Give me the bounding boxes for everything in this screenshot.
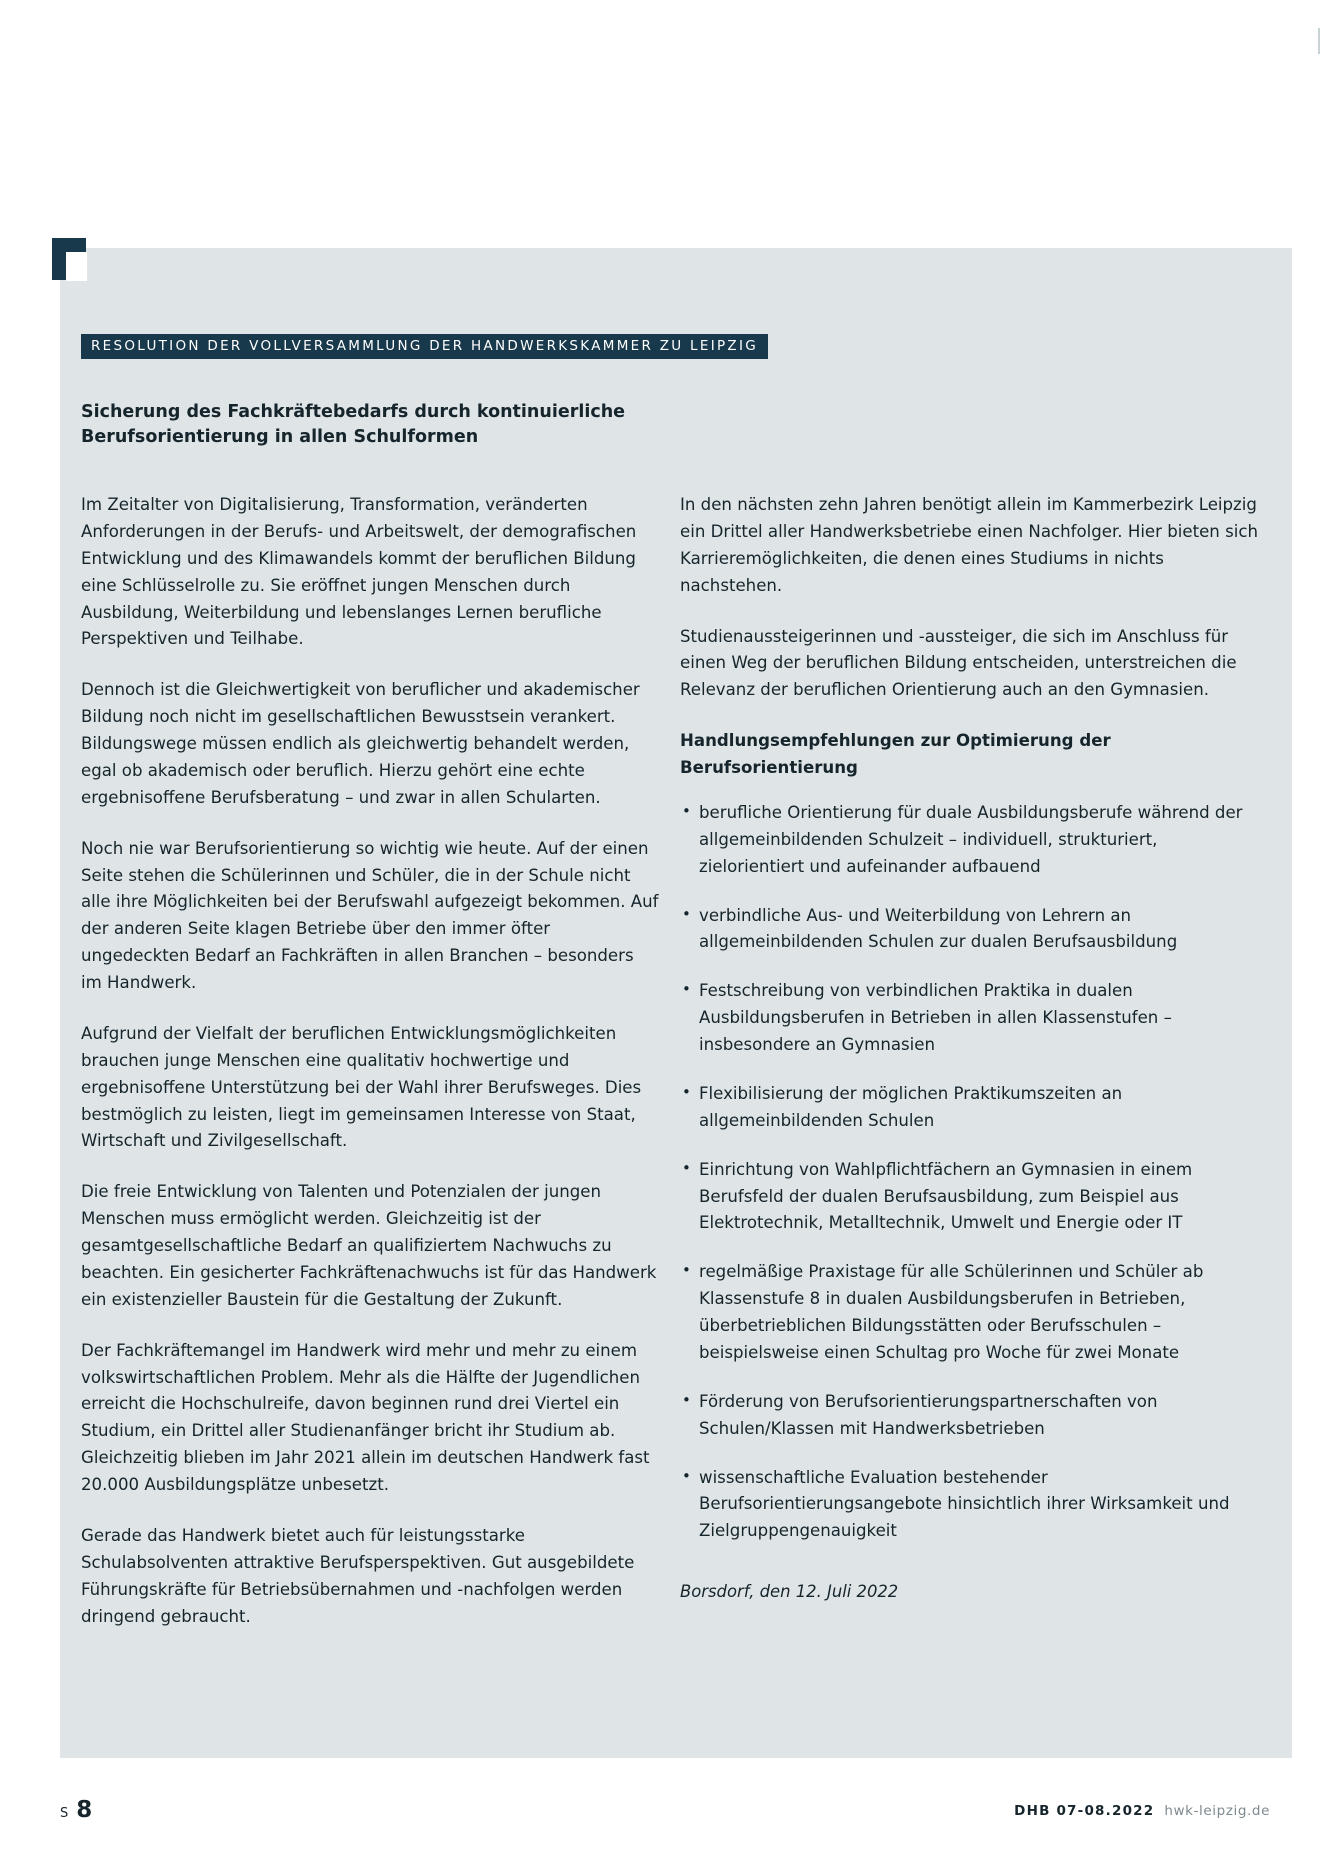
footer-meta — [1014, 1803, 1270, 1819]
footer-page-number: 8 — [76, 1797, 93, 1823]
footer-issue: DHB 07-08.2022 — [1014, 1803, 1155, 1819]
paragraph: Der Fachkräftemangel im Handwerk wird mehr und mehr zu einem volkswirtschaftlichen Problem. Mehr als die Hälfte der Jugendlichen erreicht die Hochschulreife, davon beginnen rund drei Viertel ein Studium, ein Drittel aller Studienanfänger bricht ihr Studium ab. Gleichzeitig blieben im Jahr 2021 allein im deutschen Handwerk fast 20.000 Ausbildungsplätze unbesetzt. — [81, 1340, 650, 1494]
recommendations-list — [680, 800, 1258, 1545]
footer-page-indicator — [60, 1797, 92, 1823]
paragraph: Die freie Entwicklung von Talenten und Potenzialen der jungen Menschen muss ermöglicht werden. Gleichzeitig ist der gesamtgesellschaftliche Bedarf an qualifiziertem Nachwuchs zu beachten. Ein gesicherter Fachkräftenachwuchs ist für das Handwerk ein existenzieller Baustein für die Gestaltung der Zukunft. — [81, 1182, 657, 1309]
paragraph: Gerade das Handwerk bietet auch für leistungsstarke Schulabsolventen attraktive Berufsperspektiven. Gut ausgebildete Führungskräfte für Betriebsübernahmen und -nachfolgen werden dringend gebraucht. — [81, 1525, 635, 1626]
right-text-column — [680, 492, 1258, 1606]
paragraph: Studienaussteigerinnen und -aussteiger, die sich im Anschluss für einen Weg der beruflichen Bildung entscheiden, unterstreichen die Relevanz der beruflichen Orientierung auch an den Gymnasien. — [680, 626, 1237, 700]
paragraph: In den nächsten zehn Jahren benötigt allein im Kammerbezirk Leipzig ein Drittel aller Handwerksbetriebe einen Nachfolger. Hier bieten sich Karrieremöglichkeiten, die denen eines Studiums in nichts nachstehen. — [680, 495, 1258, 595]
list-item: • Flexibilisierung der möglichen Praktikumszeiten an allgemeinbildenden Schulen — [680, 1081, 1258, 1135]
corner-bracket-decoration — [52, 238, 86, 280]
list-item: • berufliche Orientierung für duale Ausbildungsberufe während der allgemeinbildenden Schulzeit – individuell, strukturiert, zielorientiert und aufeinander aufbauend — [680, 800, 1258, 881]
list-item: • Einrichtung von Wahlpflichtfächern an Gymnasien in einem Berufsfeld der dualen Berufsausbildung, zum Beispiel aus Elektrotechnik, Metalltechnik, Umwelt und Energie oder IT — [680, 1157, 1258, 1238]
list-item: • wissenschaftliche Evaluation bestehender Berufsorientierungsangebote hinsichtlich ihrer Wirksamkeit und Zielgruppengenauigkeit — [680, 1465, 1258, 1546]
footer-page-prefix: S — [60, 1806, 70, 1821]
page-edge-mark — [1318, 28, 1320, 54]
signature-line: Borsdorf, den 12. Juli 2022 — [680, 1582, 899, 1602]
page-title: Sicherung des Fachkräftebedarfs durch kontinuierliche Berufsorientierung in allen Schulformen — [81, 402, 626, 447]
paragraph: Noch nie war Berufsorientierung so wichtig wie heute. Auf der einen Seite stehen die Schülerinnen und Schüler, die in der Schule nicht alle ihre Möglichkeiten bei der Berufswahl aufgezeigt bekommen. Auf der anderen Seite klagen Betriebe über den immer öfter ungedeckten Bedarf an Fachkräften in allen Branchen – besonders im Handwerk. — [81, 838, 659, 992]
resolution-panel — [60, 248, 1292, 1758]
section-kicker: RESOLUTION DER VOLLVERSAMMLUNG DER HANDWERKSKAMMER ZU LEIPZIG — [81, 334, 768, 359]
left-text-column — [81, 492, 659, 1654]
footer-url: hwk-leipzig.de — [1164, 1803, 1270, 1819]
list-item: • Förderung von Berufsorientierungspartnerschaften von Schulen/Klassen mit Handwerksbetrieben — [680, 1389, 1258, 1443]
recommendations-heading: Handlungsempfehlungen zur Optimierung der Berufsorientierung — [680, 731, 1111, 777]
list-item: • verbindliche Aus- und Weiterbildung von Lehrern an allgemeinbildenden Schulen zur dualen Berufsausbildung — [680, 903, 1258, 957]
paragraph: Dennoch ist die Gleichwertigkeit von beruflicher und akademischer Bildung noch nicht im gesellschaftlichen Bewusstsein verankert. Bildungswege müssen endlich als gleichwertig behandelt werden, egal ob akademisch oder beruflich. Hierzu gehört eine echte ergebnisoffene Berufsberatung – und zwar in allen Schularten. — [81, 680, 640, 807]
list-item: • Festschreibung von verbindlichen Praktika in dualen Ausbildungsberufen in Betrieben in allen Klassenstufen – insbesondere an Gymnasien — [680, 978, 1258, 1059]
paragraph: Aufgrund der Vielfalt der beruflichen Entwicklungsmöglichkeiten brauchen junge Menschen eine qualitativ hochwertige und ergebnisoffene Unterstützung bei der Wahl ihrer Berufsweges. Dies bestmöglich zu leisten, liegt im gemeinsamen Interesse von Staat, Wirtschaft und Zivilgesellschaft. — [81, 1023, 642, 1151]
list-item: • regelmäßige Praxistage für alle Schülerinnen und Schüler ab Klassenstufe 8 in dualen Ausbildungsberufen in Betrieben, überbetrieblichen Bildungsstätten oder Berufsschulen – beispielsweise einen Schultag pro Woche für zwei Monate — [680, 1259, 1258, 1367]
paragraph: Im Zeitalter von Digitalisierung, Transformation, veränderten Anforderungen in der Berufs- und Arbeitswelt, der demografischen Entwicklung und des Klimawandels kommt der beruflichen Bildung eine Schlüsselrolle zu. Sie eröffnet jungen Menschen durch Ausbildung, Weiterbildung und lebenslanges Lernen berufliche Perspektiven und Teilhabe. — [81, 495, 637, 649]
